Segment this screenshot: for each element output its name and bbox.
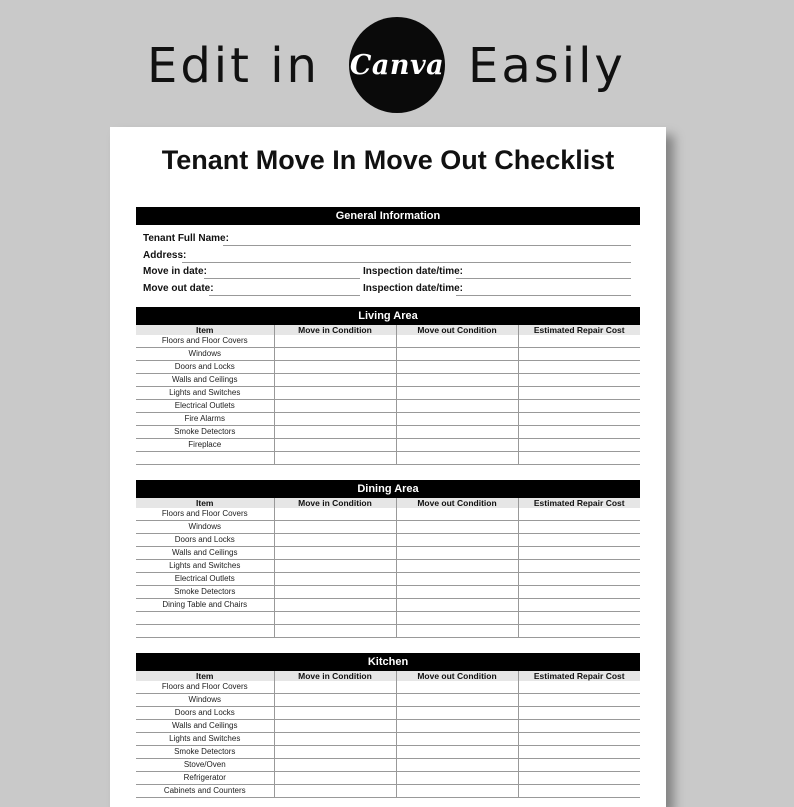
col-move-out: Move out Condition <box>396 325 518 335</box>
item-label: Floors and Floor Covers <box>136 508 274 521</box>
move-in-cell[interactable] <box>274 547 396 560</box>
move-out-cell[interactable] <box>396 772 518 785</box>
col-move-out: Move out Condition <box>396 671 518 681</box>
table-row <box>136 681 640 694</box>
move-in-cell[interactable] <box>274 374 396 387</box>
item-label: Smoke Detectors <box>136 586 274 599</box>
living-area-heading: Living Area <box>136 307 640 325</box>
tenant-name-label: Tenant Full Name: <box>143 233 229 244</box>
table-row <box>136 426 640 439</box>
repair-cost-cell[interactable] <box>518 759 640 772</box>
repair-cost-cell[interactable] <box>518 746 640 759</box>
move-out-cell[interactable] <box>396 573 518 586</box>
col-item: Item <box>136 325 274 335</box>
move-out-cell[interactable] <box>396 400 518 413</box>
checklist-page <box>110 127 666 807</box>
table-row <box>136 625 640 638</box>
canva-logo-text: Canva <box>349 49 445 81</box>
move-in-cell[interactable] <box>274 387 396 400</box>
move-in-cell[interactable] <box>274 720 396 733</box>
canva-logo <box>349 17 445 113</box>
move-in-cell[interactable] <box>274 534 396 547</box>
table-row <box>136 560 640 573</box>
move-in-cell[interactable] <box>274 707 396 720</box>
kitchen-rows <box>136 681 640 798</box>
table-row <box>136 508 640 521</box>
repair-cost-cell[interactable] <box>518 439 640 452</box>
col-move-out: Move out Condition <box>396 498 518 508</box>
table-row <box>136 707 640 720</box>
col-repair-cost: Estimated Repair Cost <box>518 325 640 335</box>
item-label: Windows <box>136 694 274 707</box>
repair-cost-cell[interactable] <box>518 573 640 586</box>
move-in-cell[interactable] <box>274 361 396 374</box>
item-label: Windows <box>136 348 274 361</box>
repair-cost-cell[interactable] <box>518 694 640 707</box>
repair-cost-cell[interactable] <box>518 508 640 521</box>
move-out-cell[interactable] <box>396 534 518 547</box>
repair-cost-cell[interactable] <box>518 547 640 560</box>
col-repair-cost: Estimated Repair Cost <box>518 671 640 681</box>
repair-cost-cell[interactable] <box>518 413 640 426</box>
inspection-date-label-2: Inspection date/time: <box>363 283 464 294</box>
item-label: Fire Alarms <box>136 413 274 426</box>
move-out-cell[interactable] <box>396 547 518 560</box>
banner-left-text: Edit in <box>147 38 320 94</box>
move-in-cell[interactable] <box>274 746 396 759</box>
kitchen-heading: Kitchen <box>136 653 640 671</box>
table-row <box>136 348 640 361</box>
move-in-date-label: Move in date: <box>143 266 207 277</box>
repair-cost-cell[interactable] <box>518 586 640 599</box>
general-info-heading: General Information <box>136 207 640 225</box>
item-label <box>136 452 274 465</box>
item-label: Doors and Locks <box>136 707 274 720</box>
table-row <box>136 452 640 465</box>
move-in-date-field[interactable] <box>204 264 360 279</box>
table-row <box>136 374 640 387</box>
repair-cost-cell[interactable] <box>518 361 640 374</box>
inspection-date-field-1[interactable] <box>456 264 631 279</box>
move-in-cell[interactable] <box>274 560 396 573</box>
dining-area-heading: Dining Area <box>136 480 640 498</box>
col-move-in: Move in Condition <box>274 498 396 508</box>
move-out-cell[interactable] <box>396 508 518 521</box>
item-label: Stove/Oven <box>136 759 274 772</box>
repair-cost-cell[interactable] <box>518 400 640 413</box>
item-label: Lights and Switches <box>136 387 274 400</box>
move-out-cell[interactable] <box>396 426 518 439</box>
move-in-cell[interactable] <box>274 772 396 785</box>
table-row <box>136 400 640 413</box>
col-item: Item <box>136 671 274 681</box>
repair-cost-cell[interactable] <box>518 733 640 746</box>
table-row <box>136 733 640 746</box>
repair-cost-cell[interactable] <box>518 335 640 348</box>
move-out-cell[interactable] <box>396 694 518 707</box>
move-out-cell[interactable] <box>396 560 518 573</box>
move-in-cell[interactable] <box>274 348 396 361</box>
table-row <box>136 772 640 785</box>
move-in-cell[interactable] <box>274 452 396 465</box>
table-row <box>136 720 640 733</box>
move-in-cell[interactable] <box>274 521 396 534</box>
move-out-cell[interactable] <box>396 374 518 387</box>
table-row <box>136 586 640 599</box>
item-label: Walls and Ceilings <box>136 547 274 560</box>
item-label: Walls and Ceilings <box>136 374 274 387</box>
dining-area-section <box>136 480 640 638</box>
repair-cost-cell[interactable] <box>518 534 640 547</box>
table-row <box>136 746 640 759</box>
address-label: Address: <box>143 250 187 261</box>
move-in-cell[interactable] <box>274 625 396 638</box>
move-out-cell[interactable] <box>396 707 518 720</box>
table-row <box>136 785 640 798</box>
item-label: Lights and Switches <box>136 560 274 573</box>
move-out-cell[interactable] <box>396 361 518 374</box>
item-label: Floors and Floor Covers <box>136 681 274 694</box>
move-in-cell[interactable] <box>274 733 396 746</box>
move-out-cell[interactable] <box>396 759 518 772</box>
item-label: Floors and Floor Covers <box>136 335 274 348</box>
inspection-date-label-1: Inspection date/time: <box>363 266 464 277</box>
table-row <box>136 335 640 348</box>
move-out-cell[interactable] <box>396 439 518 452</box>
repair-cost-cell[interactable] <box>518 599 640 612</box>
col-move-in: Move in Condition <box>274 671 396 681</box>
move-in-cell[interactable] <box>274 439 396 452</box>
move-in-cell[interactable] <box>274 426 396 439</box>
repair-cost-cell[interactable] <box>518 772 640 785</box>
item-label: Windows <box>136 521 274 534</box>
move-in-cell[interactable] <box>274 599 396 612</box>
repair-cost-cell[interactable] <box>518 521 640 534</box>
move-out-cell[interactable] <box>396 681 518 694</box>
move-out-cell[interactable] <box>396 625 518 638</box>
move-in-cell[interactable] <box>274 785 396 798</box>
table-row <box>136 439 640 452</box>
repair-cost-cell[interactable] <box>518 348 640 361</box>
banner-right-text: Easily <box>468 38 626 94</box>
address-field[interactable] <box>182 248 631 263</box>
item-label: Walls and Ceilings <box>136 720 274 733</box>
move-out-cell[interactable] <box>396 521 518 534</box>
move-in-cell[interactable] <box>274 400 396 413</box>
item-label: Doors and Locks <box>136 361 274 374</box>
living-area-rows <box>136 335 640 465</box>
header-banner <box>0 0 794 125</box>
table-row <box>136 387 640 400</box>
table-row <box>136 573 640 586</box>
move-in-cell[interactable] <box>274 759 396 772</box>
col-repair-cost: Estimated Repair Cost <box>518 498 640 508</box>
tenant-name-field[interactable] <box>223 231 631 246</box>
table-row <box>136 599 640 612</box>
move-out-cell[interactable] <box>396 785 518 798</box>
move-out-cell[interactable] <box>396 413 518 426</box>
move-out-cell[interactable] <box>396 387 518 400</box>
repair-cost-cell[interactable] <box>518 720 640 733</box>
move-in-cell[interactable] <box>274 612 396 625</box>
table-row <box>136 612 640 625</box>
kitchen-section <box>136 653 640 798</box>
move-in-cell[interactable] <box>274 586 396 599</box>
move-in-cell[interactable] <box>274 335 396 348</box>
living-area-section <box>136 307 640 465</box>
move-in-cell[interactable] <box>274 681 396 694</box>
page-title: Tenant Move In Move Out Checklist <box>161 145 615 175</box>
table-row <box>136 547 640 560</box>
repair-cost-cell[interactable] <box>518 426 640 439</box>
move-in-cell[interactable] <box>274 573 396 586</box>
col-move-in: Move in Condition <box>274 325 396 335</box>
move-out-cell[interactable] <box>396 599 518 612</box>
item-label: Electrical Outlets <box>136 573 274 586</box>
item-label: Electrical Outlets <box>136 400 274 413</box>
table-row <box>136 534 640 547</box>
dining-area-table <box>136 498 640 638</box>
repair-cost-cell[interactable] <box>518 785 640 798</box>
move-out-date-label: Move out date: <box>143 283 214 294</box>
move-in-cell[interactable] <box>274 694 396 707</box>
repair-cost-cell[interactable] <box>518 452 640 465</box>
table-row <box>136 361 640 374</box>
repair-cost-cell[interactable] <box>518 374 640 387</box>
move-out-cell[interactable] <box>396 335 518 348</box>
item-label: Doors and Locks <box>136 534 274 547</box>
item-label: Fireplace <box>136 439 274 452</box>
move-in-cell[interactable] <box>274 413 396 426</box>
item-label <box>136 625 274 638</box>
item-label: Cabinets and Counters <box>136 785 274 798</box>
move-out-cell[interactable] <box>396 452 518 465</box>
repair-cost-cell[interactable] <box>518 681 640 694</box>
move-out-date-field[interactable] <box>209 281 360 296</box>
table-row <box>136 694 640 707</box>
col-item: Item <box>136 498 274 508</box>
repair-cost-cell[interactable] <box>518 612 640 625</box>
item-label: Dining Table and Chairs <box>136 599 274 612</box>
repair-cost-cell[interactable] <box>518 707 640 720</box>
inspection-date-field-2[interactable] <box>456 281 631 296</box>
item-label: Smoke Detectors <box>136 426 274 439</box>
table-row <box>136 759 640 772</box>
move-out-cell[interactable] <box>396 348 518 361</box>
item-label: Smoke Detectors <box>136 746 274 759</box>
kitchen-table <box>136 671 640 798</box>
item-label: Refrigerator <box>136 772 274 785</box>
repair-cost-cell[interactable] <box>518 560 640 573</box>
repair-cost-cell[interactable] <box>518 387 640 400</box>
move-out-cell[interactable] <box>396 586 518 599</box>
item-label: Lights and Switches <box>136 733 274 746</box>
move-out-cell[interactable] <box>396 733 518 746</box>
table-row <box>136 413 640 426</box>
repair-cost-cell[interactable] <box>518 625 640 638</box>
living-area-table <box>136 325 640 465</box>
move-out-cell[interactable] <box>396 612 518 625</box>
general-info-section <box>136 207 640 302</box>
move-out-cell[interactable] <box>396 720 518 733</box>
table-row <box>136 521 640 534</box>
dining-area-rows <box>136 508 640 638</box>
move-out-cell[interactable] <box>396 746 518 759</box>
item-label <box>136 612 274 625</box>
move-in-cell[interactable] <box>274 508 396 521</box>
